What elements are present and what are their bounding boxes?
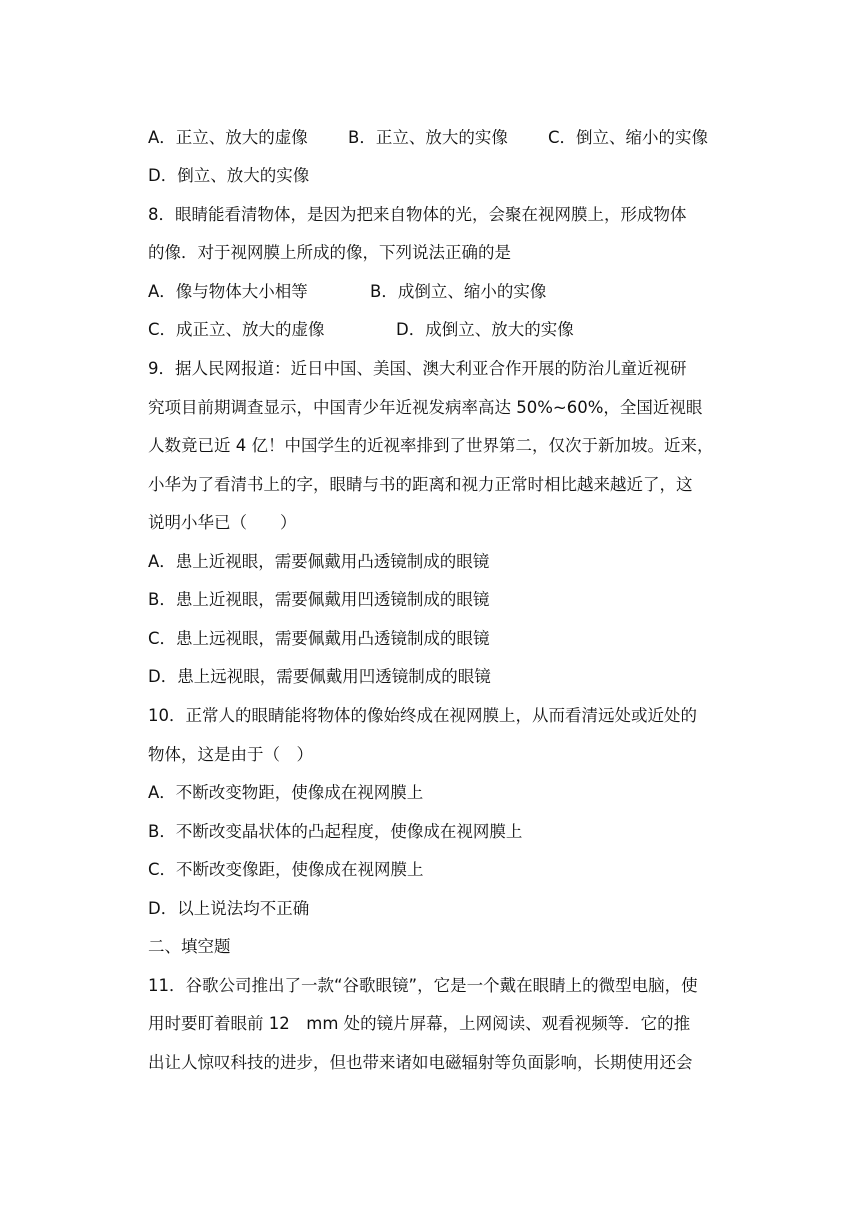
q11-stem-line-3: 出让人惊叹科技的进步，但也带来诸如电磁辐射等负面影响，长期使用还会: [148, 1053, 693, 1072]
q7-option-a: A．正立、放大的虚像: [148, 128, 308, 147]
q8-option-c: C．成正立、放大的虚像: [148, 320, 325, 339]
q11-stem-line-1: 11．谷歌公司推出了一款“谷歌眼镜”，它是一个戴在眼睛上的微型电脑，使: [148, 976, 698, 995]
q10-option-a: A．不断改变物距，使像成在视网膜上: [148, 783, 424, 802]
section-heading-fill-in: 二、填空题: [148, 937, 231, 956]
q9-stem-line-5: 说明小华已（ ）: [148, 513, 297, 532]
q10-stem-line-2: 物体，这是由于（ ）: [148, 745, 313, 764]
q9-option-a: A．患上近视眼，需要佩戴用凸透镜制成的眼镜: [148, 552, 490, 571]
q8-option-a: A．像与物体大小相等: [148, 282, 308, 301]
q9-option-c: C．患上远视眼，需要佩戴用凸透镜制成的眼镜: [148, 629, 490, 648]
q8-option-b: B．成倒立、缩小的实像: [370, 282, 547, 301]
q11-stem-line-2: 用时要盯着眼前 12 mm 处的镜片屏幕，上网阅读、观看视频等．它的推: [148, 1014, 691, 1033]
q9-option-d: D．患上远视眼，需要佩戴用凹透镜制成的眼镜: [148, 667, 491, 686]
q8-stem-line-2: 的像．对于视网膜上所成的像，下列说法正确的是: [148, 243, 511, 262]
q9-stem-line-2: 究项目前期调查显示，中国青少年近视发病率高达 50%~60%，全国近视眼: [148, 398, 703, 417]
q7-option-d: D．倒立、放大的实像: [148, 166, 310, 185]
q8-stem-line-1: 8．眼睛能看清物体，是因为把来自物体的光，会聚在视网膜上，形成物体: [148, 205, 687, 224]
q7-option-c: C．倒立、缩小的实像: [548, 128, 709, 147]
q7-option-b: B．正立、放大的实像: [348, 128, 508, 147]
q10-option-b: B．不断改变晶状体的凸起程度，使像成在视网膜上: [148, 822, 523, 841]
q9-option-b: B．患上近视眼，需要佩戴用凹透镜制成的眼镜: [148, 590, 490, 609]
q10-option-c: C．不断改变像距，使像成在视网膜上: [148, 860, 424, 879]
q8-option-d: D．成倒立、放大的实像: [396, 320, 574, 339]
q9-stem-line-4: 小华为了看清书上的字，眼睛与书的距离和视力正常时相比越来越近了，这: [148, 475, 693, 494]
q9-stem-line-3: 人数竟已近 4 亿！中国学生的近视率排到了世界第二，仅次于新加坡。近来，: [148, 436, 714, 455]
q9-stem-line-1: 9．据人民网报道：近日中国、美国、澳大利亚合作开展的防治儿童近视研: [148, 359, 687, 378]
q10-stem-line-1: 10．正常人的眼睛能将物体的像始终成在视网膜上，从而看清远处或近处的: [148, 706, 697, 725]
q10-option-d: D．以上说法均不正确: [148, 899, 310, 918]
